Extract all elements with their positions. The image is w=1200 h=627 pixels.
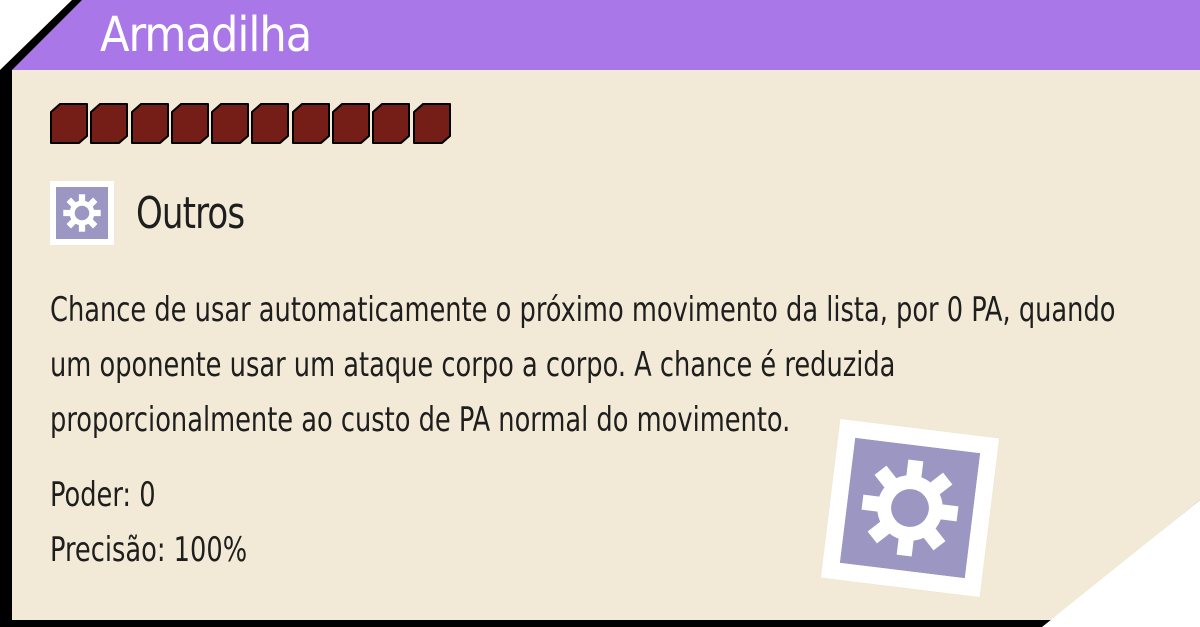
move-description: Chance de usar automaticamente o próximo movimento da lista, por 0 PA, quando um oponente usar um ataque corpo a corpo. A chance é reduzida proporcionalmente ao custo de PA normal do movimento.	[50, 290, 1116, 440]
cost-pip	[413, 103, 451, 144]
gear-icon	[50, 181, 114, 245]
emblem-gear-icon	[821, 419, 999, 597]
card-title: Armadilha	[100, 7, 312, 63]
cost-pip	[372, 103, 410, 144]
cost-pip	[292, 103, 330, 144]
stat-power: Poder: 0	[50, 475, 156, 515]
cost-pip	[251, 103, 289, 144]
category	[50, 181, 262, 245]
cost-pip	[171, 103, 209, 144]
cost-pip	[131, 103, 169, 144]
gear-icon-graphic	[56, 187, 108, 239]
cost-pips	[50, 103, 453, 144]
cost-pip	[211, 103, 249, 144]
cost-pip	[90, 103, 128, 144]
cost-pip	[50, 103, 88, 144]
emblem-gear-graphic	[840, 438, 980, 578]
category-label: Outros	[136, 187, 245, 239]
cost-pip	[332, 103, 370, 144]
stat-accuracy: Precisão: 100%	[50, 530, 248, 570]
